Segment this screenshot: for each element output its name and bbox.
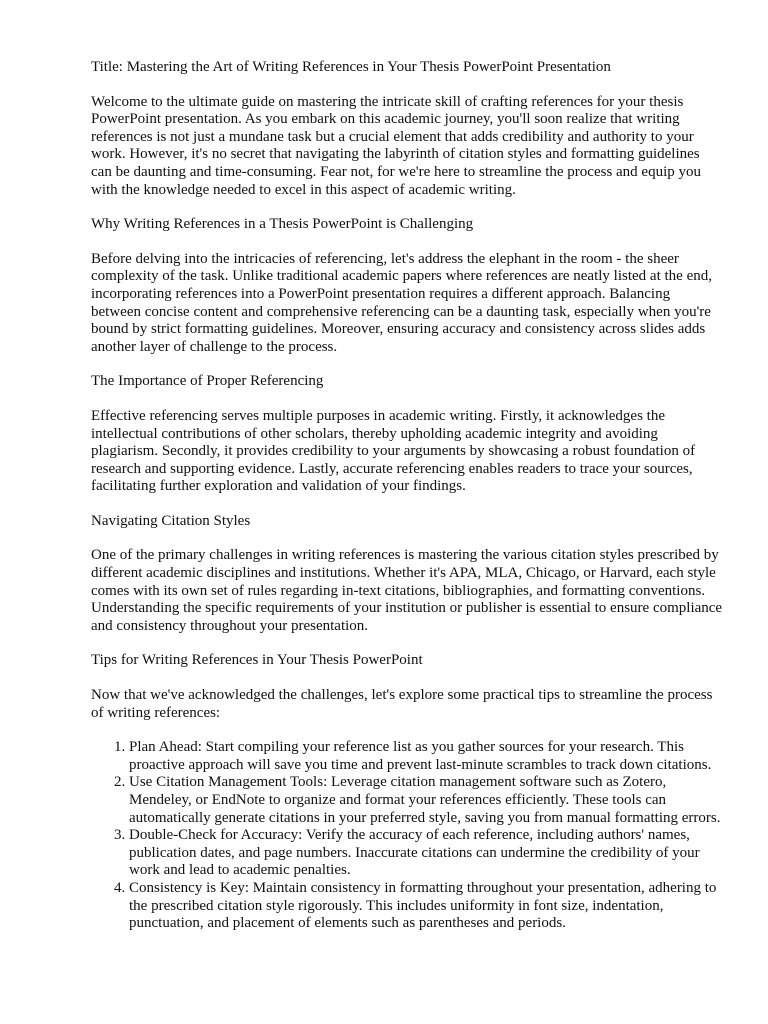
document-page bbox=[91, 59, 723, 933]
document-title: Title: Mastering the Art of Writing References in Your Thesis PowerPoint Presentation bbox=[91, 59, 611, 75]
tip-item-consistency: 4. Consistency is Key: Maintain consistency in formatting throughout your presentation, adhering to the prescribed citation style rigorously. This includes uniformity in font size, indentation, punctuation, and placement of elements such as parentheses and periods. bbox=[129, 880, 723, 933]
tips-list bbox=[91, 739, 723, 933]
section-body-challenging: Before delving into the intricacies of referencing, let's address the elephant in the room - the sheer complexity of the task. Unlike traditional academic papers where references are neatly listed at the end, incorporating references into a PowerPoint presentation requires a different approach. Balancing between concise content and comprehensive referencing can be a daunting task, especially when you're bound by strict formatting guidelines. Moreover, ensuring accuracy and consistency across slides adds another layer of challenge to the process. bbox=[91, 250, 712, 355]
section-heading-citation-styles: Navigating Citation Styles bbox=[91, 512, 251, 529]
section-body-tips: Now that we've acknowledged the challenges, let's explore some practical tips to streamline the process of writing references: bbox=[91, 687, 713, 721]
section-heading-tips: Tips for Writing References in Your Thesis PowerPoint bbox=[91, 652, 423, 669]
section-body-importance: Effective referencing serves multiple purposes in academic writing. Firstly, it acknowledges the intellectual contributions of other scholars, thereby upholding academic integrity and avoiding plagiarism. Secondly, it provides credibility to your arguments by showcasing a robust foundation of research and supporting evidence. Lastly, accurate referencing enables readers to trace your sources, facilitating further exploration and validation of your findings. bbox=[91, 407, 696, 495]
section-body-citation-styles: One of the primary challenges in writing references is mastering the various citation styles prescribed by different academic disciplines and institutions. Whether it's APA, MLA, Chicago, or Harvard, each style comes with its own set of rules regarding in-text citations, bibliographies, and formatting conventions. Understanding the specific requirements of your institution or publisher is essential to ensure compliance and consistency throughout your presentation. bbox=[91, 547, 723, 634]
tip-item-plan-ahead: 1. Plan Ahead: Start compiling your reference list as you gather sources for your research. This proactive approach will save you time and prevent last-minute scrambles to track down citations. bbox=[129, 739, 723, 774]
intro-paragraph: Welcome to the ultimate guide on mastering the intricate skill of crafting references for your thesis PowerPoint presentation. As you embark on this academic journey, you'll soon realize that writing references is not just a mundane task but a crucial element that adds credibility and authority to your work. However, it's no secret that navigating the labyrinth of citation styles and formatting guidelines can be daunting and time-consuming. Fear not, for we're here to streamline the process and equip you with the knowledge needed to excel in this aspect of academic writing. bbox=[91, 93, 702, 198]
tip-item-double-check: 3. Double-Check for Accuracy: Verify the accuracy of each reference, including authors' names, publication dates, and page numbers. Inaccurate citations can undermine the credibility of your work and lead to academic penalties. bbox=[129, 827, 723, 880]
section-heading-challenging: Why Writing References in a Thesis PowerPoint is Challenging bbox=[91, 216, 474, 233]
tip-item-citation-tools: 2. Use Citation Management Tools: Leverage citation management software such as Zotero, Mendeley, or EndNote to organize and format your references efficiently. These tools can automatically generate citations in your preferred style, saving you from manual formatting errors. bbox=[129, 774, 723, 827]
section-heading-importance: The Importance of Proper Referencing bbox=[91, 373, 324, 390]
